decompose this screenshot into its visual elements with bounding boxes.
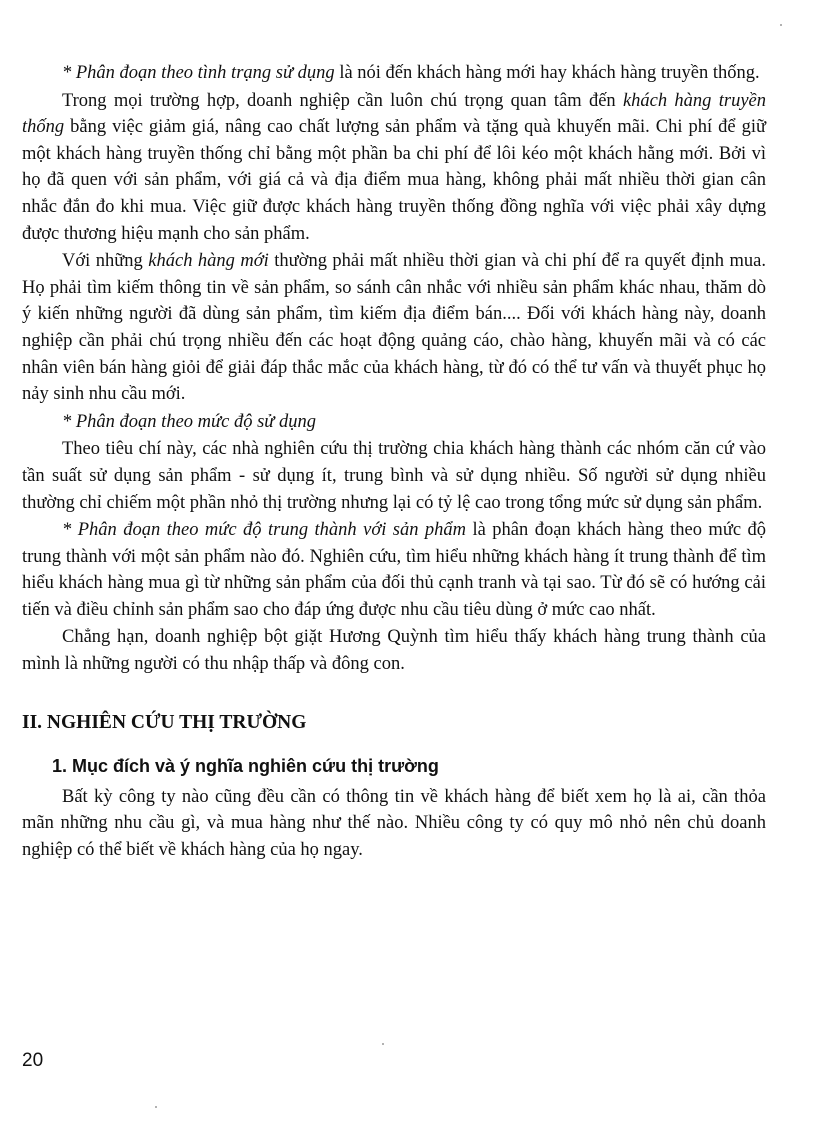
paragraph-loyalty: * Phân đoạn theo mức độ trung thành với sản phẩm là phân đoạn khách hàng theo mức độ trung thành với một sản phẩm nào đó. Nghiên cứu, tìm hiểu những khách hàng ít trung thành để tìm hiểu khách hàng mua gì từ những sản phẩm của đối thủ cạnh tranh và tại sao. Từ đó sẽ có hướng cải tiến và điều chỉnh sản phẩm sao cho đáp ứng được nhu cầu tiêu dùng ở mức cao nhất. <box>22 520 767 620</box>
page-number: 20 <box>22 1050 44 1071</box>
paragraph-usage-status: * Phân đoạn theo tình trạng sử dụng là nói đến khách hàng mới hay khách hàng truyền thống. <box>62 63 760 83</box>
paragraph-purpose: Bất kỳ công ty nào cũng đều cần có thông tin về khách hàng để biết xem họ là ai, cần thỏa mãn những nhu cầu gì, và mua hàng như thế nào. Nhiều công ty có quy mô nhỏ nên chủ doanh nghiệp có thể biết về khách hàng của họ ngay. <box>22 786 766 860</box>
paragraph-usage-level: Theo tiêu chí này, các nhà nghiên cứu thị trường chia khách hàng thành các nhóm căn cứ vào tần suất sử dụng sản phẩm - sử dụng ít, trung bình và sử dụng nhiều. Số người sử dụng nhiều thường chỉ chiếm một phần nhỏ thị trường nhưng lại có tỷ lệ cao trong tổng mức sử dụng sản phẩm. <box>22 439 766 513</box>
scan-speck <box>155 1106 157 1108</box>
paragraph-usage-level-heading: * Phân đoạn theo mức độ sử dụng <box>62 411 316 432</box>
scan-speck <box>382 1043 384 1045</box>
usage-status-label: * Phân đoạn theo tình trạng sử dụng <box>62 63 335 83</box>
paragraph-loyal-customers: Trong mọi trường hợp, doanh nghiệp cần luôn chú trọng quan tâm đến khách hàng truyền thống bằng việc giảm giá, nâng cao chất lượng sản phẩm và tặng quà khuyến mãi. Chi phí để giữ một khách hàng truyền thống chỉ bằng một phần ba chi phí để lôi kéo một khách hằng mới. Bởi vì họ đã quen với sản phẩm, với giá cả và địa điểm mua hàng, không phải mất nhiều thời gian cân nhắc đắn đo khi mua. Việc giữ được khách hàng truyền thống đồng nghĩa với việc phải xây dựng được thương hiệu mạnh cho sản phẩm. <box>22 90 766 244</box>
paragraph-example: Chẳng hạn, doanh nghiệp bột giặt Hương Quỳnh tìm hiểu thấy khách hàng trung thành của mình là những người có thu nhập thấp và đông con. <box>22 627 766 675</box>
scan-speck <box>780 24 782 26</box>
page-body <box>22 60 766 863</box>
section-heading: II. NGHIÊN CỨU THỊ TRƯỜNG <box>22 711 307 733</box>
paragraph-new-customers: Với những khách hàng mới thường phải mất nhiều thời gian và chi phí để ra quyết định mua. Họ phải tìm kiếm thông tin về sản phẩm, so sánh cân nhắc với nhiều sản phẩm khác nhau, thăm dò ý kiến những người đã dùng sản phẩm, tìm kiếm địa điểm bán.... Đối với khách hàng này, doanh nghiệp cần phải chú trọng nhiều đến các hoạt động quảng cáo, chào hàng, khuyến mãi và có các nhân viên bán hàng giỏi để giải đáp thắc mắc của khách hàng, từ đó có thể tư vấn và thuyết phục họ nảy sinh nhu cầu mới. <box>22 251 766 405</box>
subsection-heading: 1. Mục đích và ý nghĩa nghiên cứu thị trường <box>52 755 439 776</box>
